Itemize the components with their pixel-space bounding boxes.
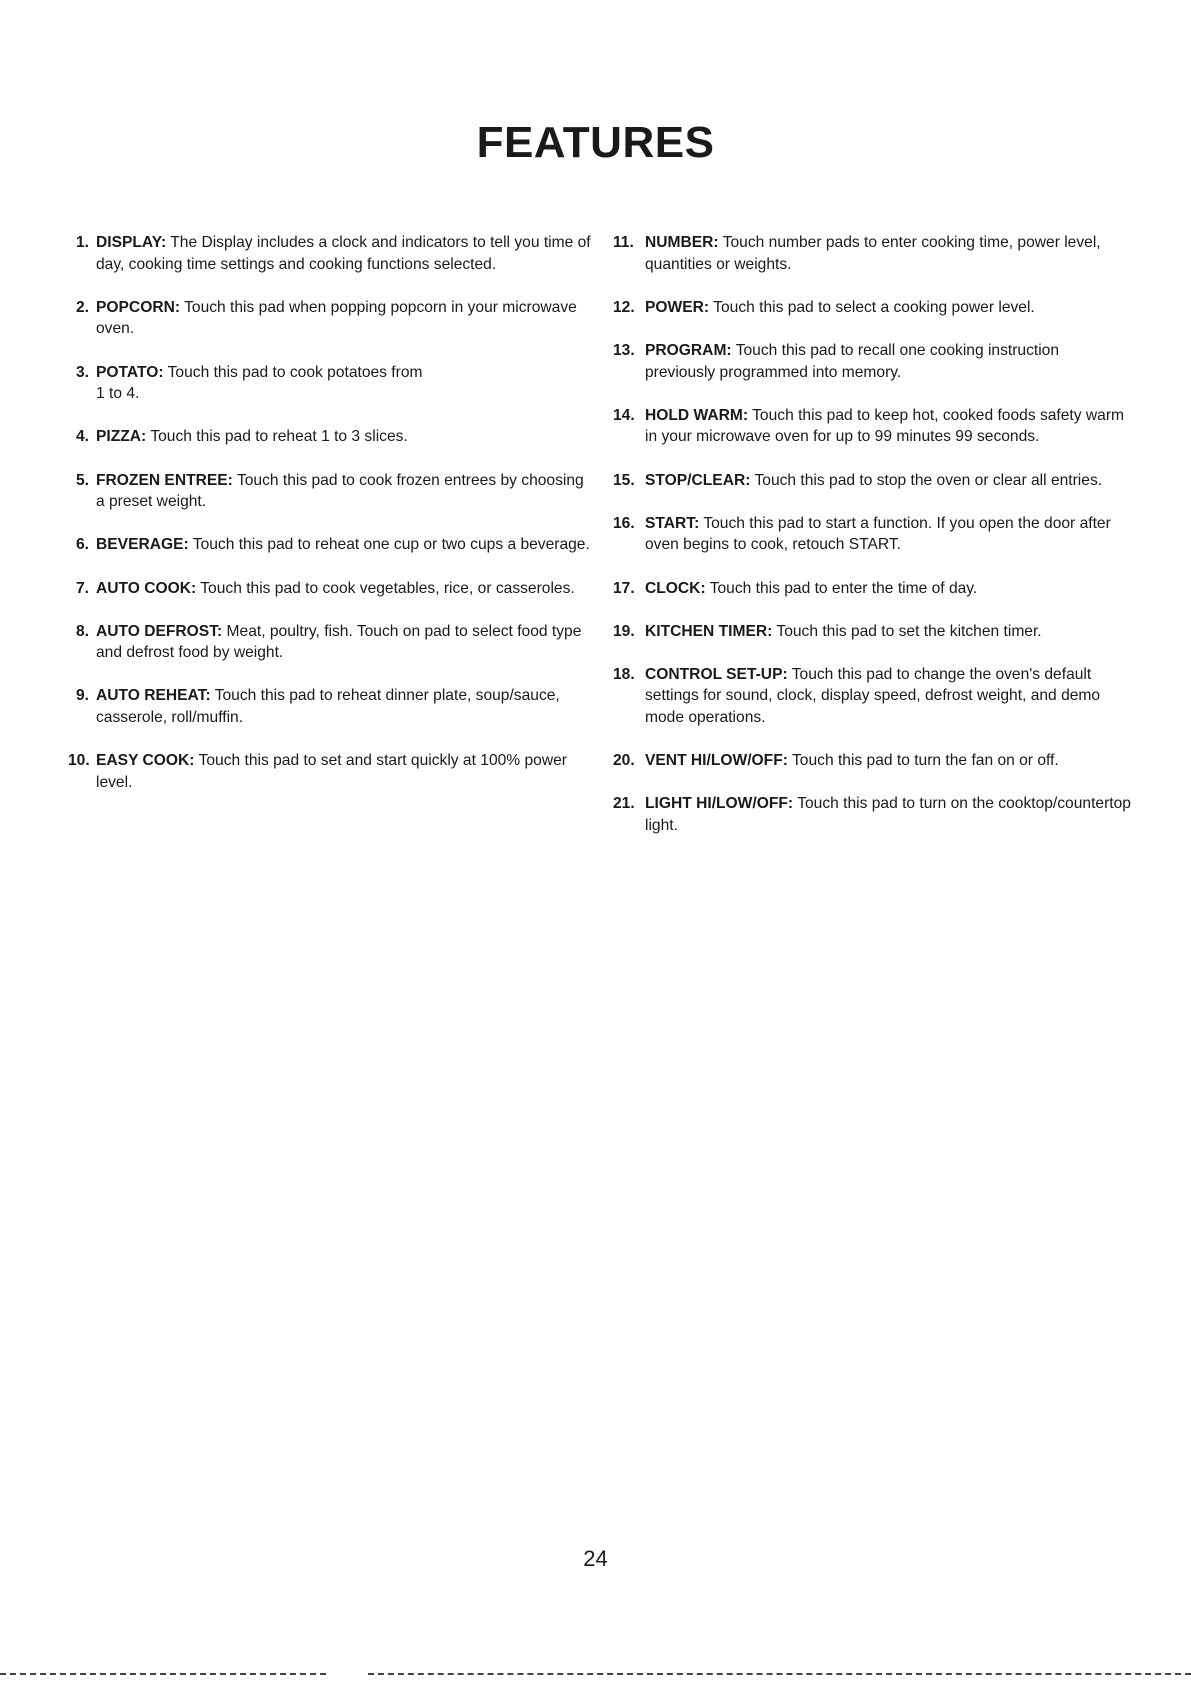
- feature-description: Meat, poultry, fish. Touch on pad to select food type and defrost food by weight.: [96, 622, 582, 662]
- item-number: 10.: [68, 752, 90, 770]
- bottom-dashed-rule-right: [368, 1673, 1191, 1675]
- feature-label: AUTO DEFROST:: [96, 622, 223, 640]
- feature-item-auto-defrost: [76, 621, 591, 664]
- item-number: 15.: [613, 471, 635, 489]
- feature-item-beverage: [76, 534, 591, 556]
- feature-label: LIGHT HI/LOW/OFF:: [645, 795, 794, 813]
- feature-description: Touch this pad to turn on the cooktop/countertop light.: [645, 795, 1131, 835]
- feature-description: Touch this pad to start a function. If you open the door after oven begins to cook, retouch START.: [645, 514, 1111, 554]
- feature-description: Touch this pad to change the oven's default settings for sound, clock, display speed, defrost weight, and demo mode operations.: [645, 665, 1101, 727]
- item-number: 1.: [76, 234, 90, 251]
- item-number: 14.: [613, 406, 635, 424]
- feature-item-stop-clear: [613, 470, 1133, 492]
- item-number: 12.: [613, 298, 635, 316]
- feature-description: Touch this pad to enter the time of day.: [709, 579, 978, 597]
- features-list-right: [613, 232, 1133, 858]
- feature-description: The Display includes a clock and indicators to tell you time of day, cooking time settings and cooking functions selected.: [96, 234, 591, 273]
- feature-item-control-set-up: [613, 664, 1133, 729]
- feature-description: Touch this pad to cook vegetables, rice, or casseroles.: [200, 579, 575, 597]
- feature-label: VENT HI/LOW/OFF:: [645, 752, 788, 770]
- feature-label: NUMBER:: [645, 234, 719, 251]
- feature-item-popcorn: [76, 297, 591, 340]
- item-number: 17.: [613, 579, 635, 597]
- feature-label: DISPLAY:: [96, 234, 167, 251]
- item-number: 7.: [76, 579, 90, 597]
- feature-description: Touch this pad to keep hot, cooked foods safety warm in your microwave oven for up to 99 minutes 99 seconds.: [645, 406, 1125, 446]
- feature-label: POWER:: [645, 298, 710, 316]
- feature-description: Touch this pad to select a cooking power level.: [713, 298, 1035, 316]
- bottom-dashed-rule-left: [0, 1673, 326, 1675]
- feature-item-display: [76, 232, 591, 275]
- feature-description: Touch this pad when popping popcorn in your microwave oven.: [96, 298, 577, 338]
- feature-item-number: [613, 232, 1133, 275]
- feature-label: BEVERAGE:: [96, 536, 189, 554]
- feature-item-hold-warm: [613, 405, 1133, 448]
- feature-item-light: [613, 793, 1133, 836]
- item-number: 11.: [613, 234, 634, 251]
- feature-label: FROZEN ENTREE:: [96, 471, 233, 489]
- feature-description-continued: 1 to 4.: [96, 385, 140, 403]
- feature-description: Touch this pad to reheat 1 to 3 slices.: [150, 428, 408, 446]
- feature-description: Touch this pad to set the kitchen timer.: [776, 622, 1042, 640]
- item-number: 8.: [76, 622, 90, 640]
- feature-label: PIZZA:: [96, 428, 147, 446]
- feature-description: Touch this pad to recall one cooking instruction previously programmed into memory.: [645, 341, 1060, 381]
- page-number: 24: [583, 1546, 608, 1571]
- item-number: 13.: [613, 341, 635, 359]
- feature-label: POPCORN:: [96, 298, 181, 316]
- feature-description: Touch number pads to enter cooking time, power level, quantities or weights.: [645, 234, 1101, 273]
- item-number: 19.: [613, 622, 635, 640]
- feature-label: HOLD WARM:: [645, 406, 749, 424]
- feature-item-frozen-entree: [76, 470, 591, 513]
- item-number: 20.: [613, 752, 635, 770]
- feature-item-auto-cook: [76, 578, 591, 600]
- feature-item-clock: [613, 578, 1133, 600]
- feature-item-kitchen-timer: [613, 621, 1133, 643]
- feature-item-program: [613, 340, 1133, 383]
- feature-label: STOP/CLEAR:: [645, 471, 751, 489]
- feature-item-pizza: [76, 426, 591, 448]
- feature-label: POTATO:: [96, 363, 164, 381]
- feature-label: KITCHEN TIMER:: [645, 622, 773, 640]
- features-list-left: [68, 232, 591, 815]
- feature-description: Touch this pad to reheat dinner plate, soup/sauce, casserole, roll/muffin.: [96, 687, 560, 727]
- feature-item-potato: [76, 362, 591, 405]
- feature-description: Touch this pad to cook frozen entrees by choosing a preset weight.: [96, 471, 584, 511]
- feature-label: EASY COOK:: [96, 752, 195, 770]
- feature-description: Touch this pad to stop the oven or clear all entries.: [754, 471, 1103, 489]
- feature-item-power: [613, 297, 1133, 319]
- feature-description: Touch this pad to turn the fan on or off.: [792, 752, 1059, 770]
- feature-item-easy-cook: [68, 750, 591, 793]
- item-number: 3.: [76, 363, 90, 381]
- feature-description: Touch this pad to set and start quickly at 100% power level.: [96, 752, 567, 791]
- page-title: FEATURES: [476, 118, 715, 167]
- item-number: 4.: [76, 428, 90, 446]
- item-number: 2.: [76, 298, 90, 316]
- feature-label: CLOCK:: [645, 579, 706, 597]
- feature-label: AUTO COOK:: [96, 579, 197, 597]
- feature-description: Touch this pad to cook potatoes from: [167, 363, 423, 381]
- item-number: 16.: [613, 514, 635, 532]
- item-number: 9.: [76, 687, 90, 705]
- feature-label: AUTO REHEAT:: [96, 687, 211, 705]
- feature-label: PROGRAM:: [645, 341, 732, 359]
- feature-item-auto-reheat: [76, 685, 591, 728]
- item-number: 6.: [76, 536, 90, 554]
- feature-label: START:: [645, 514, 700, 532]
- item-number: 5.: [76, 471, 90, 489]
- feature-item-start: [613, 513, 1133, 556]
- feature-label: CONTROL SET-UP:: [645, 665, 788, 683]
- item-number: 18.: [613, 665, 635, 683]
- feature-description: Touch this pad to reheat one cup or two cups a beverage.: [192, 536, 590, 554]
- feature-item-vent: [613, 750, 1133, 772]
- item-number: 21.: [613, 795, 635, 813]
